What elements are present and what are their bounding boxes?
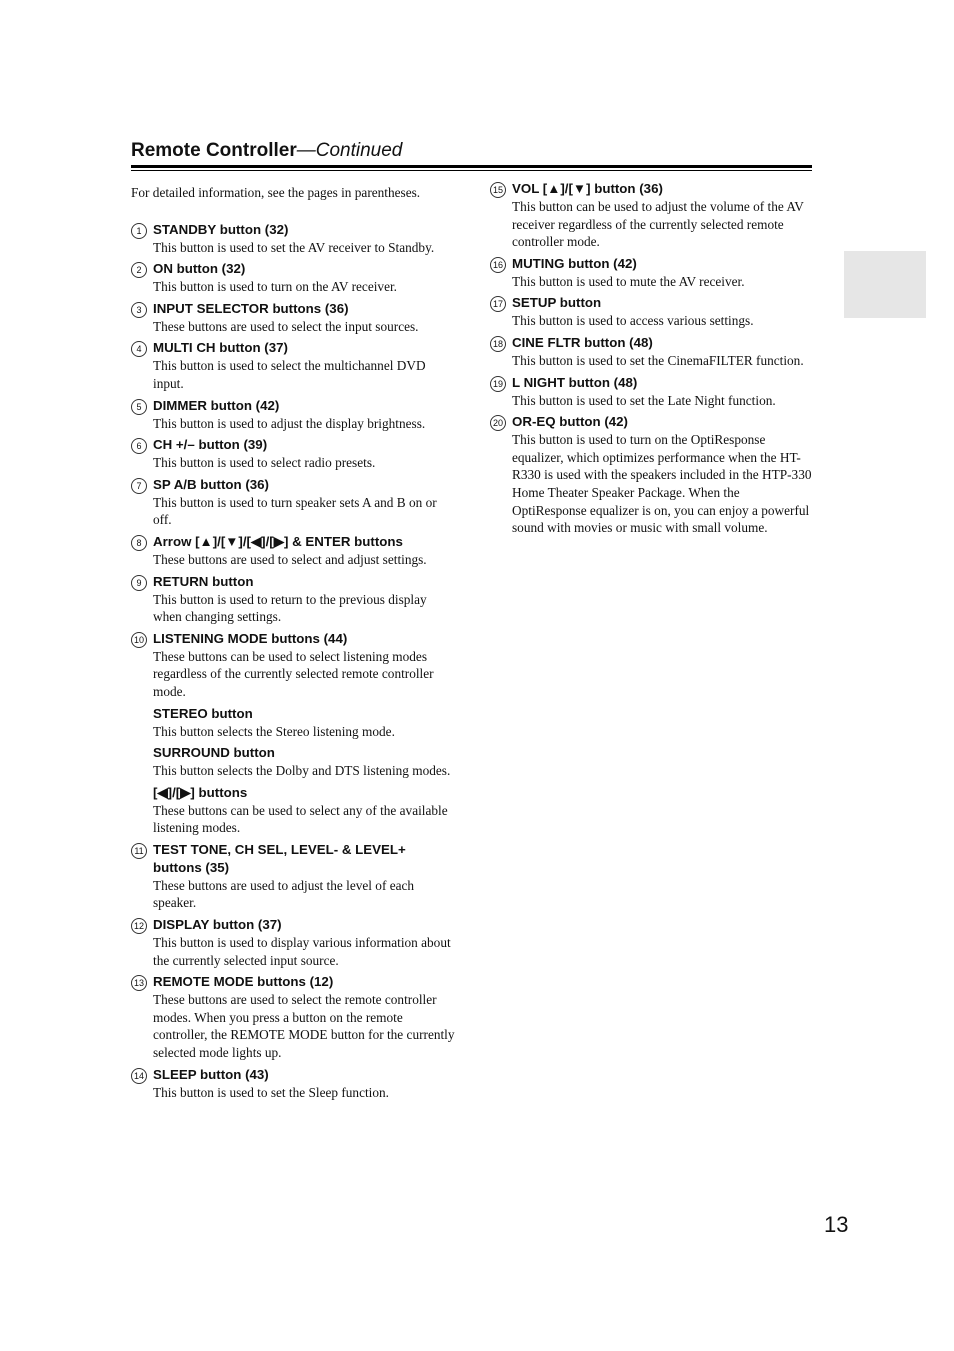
item-number: 17 [490, 296, 506, 312]
item-title: MULTI CH button (37) [153, 340, 288, 356]
item-number: 15 [490, 182, 506, 198]
list-item [131, 436, 456, 472]
sub-item-description: These buttons can be used to select any of the available listening modes. [153, 802, 448, 836]
list-item [131, 300, 456, 336]
right-column [490, 180, 812, 541]
item-number: 19 [490, 376, 506, 392]
item-title: REMOTE MODE buttons (12) [153, 974, 334, 990]
item-description: This button is used to mute the AV receiver. [512, 273, 745, 289]
item-description: This button can be used to adjust the volume of the AV receiver regardless of the currently selected remote controller mode. [512, 199, 804, 250]
item-description: This button is used to return to the previous display when changing settings. [153, 591, 427, 625]
item-description: These buttons can be used to select listening modes regardless of the currently selected remote controller mode. [153, 648, 434, 699]
item-number: 11 [131, 843, 147, 859]
item-number: 18 [490, 336, 506, 352]
item-description: These buttons are used to select the remote controller modes. When you press a button on the remote controller, the REMOTE MODE button for the currently selected mode lights up. [153, 992, 455, 1061]
sub-item [153, 744, 456, 780]
item-number: 12 [131, 918, 147, 934]
list-item [131, 260, 456, 296]
list-item [131, 573, 456, 626]
item-title: INPUT SELECTOR buttons (36) [153, 300, 349, 316]
item-title: SLEEP button (43) [153, 1066, 269, 1082]
item-title: DISPLAY button (37) [153, 917, 282, 933]
intro-text: For detailed information, see the pages in parentheses. [131, 185, 421, 200]
item-title: CINE FLTR button (48) [512, 334, 653, 350]
item-number: 5 [131, 399, 147, 415]
item-number: 20 [490, 415, 506, 431]
item-title: OR-EQ button (42) [512, 414, 628, 430]
item-title: SETUP button [512, 295, 602, 311]
item-title: ON button (32) [153, 261, 246, 277]
item-title: SP A/B button (36) [153, 476, 269, 492]
title-main: Remote Controller [131, 140, 297, 161]
item-description: This button is used to set the CinemaFILTER function. [512, 352, 804, 368]
list-item [131, 533, 456, 569]
item-number: 4 [131, 341, 147, 357]
list-item [490, 180, 812, 251]
item-number: 2 [131, 262, 147, 278]
item-description: These buttons are used to select the input sources. [153, 318, 419, 334]
item-title: TEST TONE, CH SEL, LEVEL- & LEVEL+ buttons (35) [153, 841, 406, 875]
right-item-list [490, 180, 812, 537]
item-number: 8 [131, 535, 147, 551]
title-continued: —Continued [296, 140, 403, 161]
item-number: 16 [490, 257, 506, 273]
sub-item-description: This button selects the Stereo listening mode. [153, 723, 395, 739]
item-number: 6 [131, 438, 147, 454]
list-item [131, 1066, 456, 1102]
sub-item [153, 784, 456, 837]
item-description: This button is used to select the multichannel DVD input. [153, 358, 426, 391]
list-item [131, 339, 456, 392]
list-item [490, 334, 812, 370]
item-number: 9 [131, 575, 147, 591]
list-item [490, 255, 812, 291]
list-item [131, 221, 456, 257]
page-header [131, 139, 812, 163]
item-description: This button is used to set the Late Night function. [512, 392, 776, 408]
item-description: This button is used to select radio presets. [153, 455, 376, 471]
item-number: 3 [131, 302, 147, 318]
item-description: This button is used to adjust the display brightness. [153, 415, 426, 431]
item-description: This button is used to turn on the OptiResponse equalizer, which optimizes performance when the HT-R330 is used with the speakers included in the HTP-330 Home Theater Speaker Package. When the OptiResponse equalizer is on, you can enjoy a powerful sound with movies or music with small volume. [512, 432, 812, 536]
item-description: This button is used to set the Sleep function. [153, 1084, 389, 1100]
sub-item-description: This button selects the Dolby and DTS listening modes. [153, 763, 451, 779]
item-number: 14 [131, 1068, 147, 1084]
list-item [490, 374, 812, 410]
sub-item-title: STEREO button [153, 705, 253, 721]
header-rule-thick [131, 165, 812, 168]
item-number: 13 [131, 975, 147, 991]
item-title: MUTING button (42) [512, 255, 637, 271]
page-number: 13 [824, 1212, 849, 1237]
sub-item-title: SURROUND button [153, 745, 275, 761]
item-description: This button is used to set the AV receiver to Standby. [153, 239, 435, 255]
sub-item-title: [◀]/[▶] buttons [153, 784, 248, 800]
page-title [131, 139, 812, 163]
item-number: 10 [131, 632, 147, 648]
item-title: DIMMER button (42) [153, 397, 280, 413]
left-item-list [131, 221, 456, 1102]
left-column [131, 180, 456, 1105]
item-description: This button is used to access various settings. [512, 313, 754, 329]
item-description: These buttons are used to adjust the level of each speaker. [153, 877, 415, 911]
list-item [131, 476, 456, 529]
item-description: This button is used to display various information about the currently selected input source. [153, 935, 451, 968]
list-item [131, 916, 456, 969]
item-title: STANDBY button (32) [153, 221, 289, 237]
item-title: L NIGHT button (48) [512, 374, 638, 390]
item-number: 7 [131, 478, 147, 494]
header-rule-thin [131, 170, 812, 171]
item-title: LISTENING MODE buttons (44) [153, 630, 348, 646]
item-title: VOL [▲]/[▼] button (36) [512, 181, 663, 196]
list-item [490, 294, 812, 330]
list-item [131, 973, 456, 1061]
list-item [131, 841, 456, 912]
list-item [490, 413, 812, 537]
item-description: This button is used to turn speaker sets A and B on or off. [153, 494, 437, 528]
list-item [131, 630, 456, 837]
item-description: This button is used to turn on the AV receiver. [153, 279, 397, 295]
sub-item [153, 705, 456, 741]
item-title: Arrow [▲]/[▼]/[◀]/[▶] & ENTER buttons [153, 533, 403, 549]
list-item [131, 397, 456, 433]
item-description: These buttons are used to select and adjust settings. [153, 551, 427, 567]
item-title: CH +/– button (39) [153, 437, 268, 453]
item-number: 1 [131, 223, 147, 239]
side-tab [844, 251, 926, 318]
item-title: RETURN button [153, 573, 254, 589]
